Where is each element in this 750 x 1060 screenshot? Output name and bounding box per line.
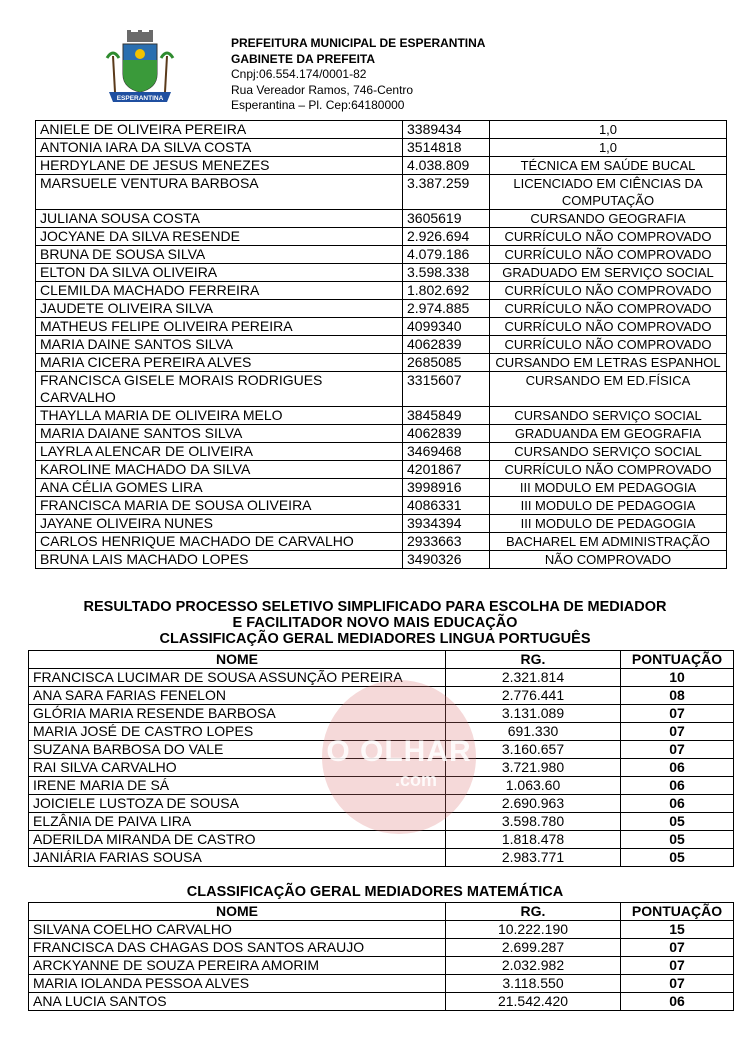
candidate-note: CURSANDO EM LETRAS ESPANHOL — [490, 354, 727, 372]
candidate-score: 15 — [621, 921, 734, 939]
candidate-rg: 3315607 — [403, 372, 490, 407]
table-row — [36, 139, 727, 157]
candidate-name: JAYANE OLIVEIRA NUNES — [36, 515, 403, 533]
candidate-note: CURRÍCULO NÃO COMPROVADO — [490, 228, 727, 246]
candidate-note: TÉCNICA EM SAÚDE BUCAL — [490, 157, 727, 175]
candidate-rg: 691.330 — [446, 723, 621, 741]
candidate-name: SILVANA COELHO CARVALHO — [29, 921, 446, 939]
prefecture-name: PREFEITURA MUNICIPAL DE ESPERANTINA — [231, 36, 486, 50]
candidate-rg: 3845849 — [403, 407, 490, 425]
candidate-name: ARCKYANNE DE SOUZA PEREIRA AMORIM — [29, 957, 446, 975]
candidate-rg: 3.118.550 — [446, 975, 621, 993]
candidate-note: LICENCIADO EM CIÊNCIAS DA COMPUTAÇÃO — [490, 175, 727, 210]
candidate-note: CURRÍCULO NÃO COMPROVADO — [490, 461, 727, 479]
watermark-domain: .com — [395, 770, 438, 790]
candidate-rg: 3998916 — [403, 479, 490, 497]
candidate-name: FRANCISCA DAS CHAGAS DOS SANTOS ARAUJO — [29, 939, 446, 957]
candidate-name: ANTONIA IARA DA SILVA COSTA — [36, 139, 403, 157]
candidate-score: 05 — [621, 831, 734, 849]
candidate-rg: 2.699.287 — [446, 939, 621, 957]
candidate-rg: 3514818 — [403, 139, 490, 157]
candidate-name: JOCYANE DA SILVA RESENDE — [36, 228, 403, 246]
table-row — [36, 479, 727, 497]
table-row — [36, 461, 727, 479]
table-row — [29, 849, 734, 867]
candidate-name: JAUDETE OLIVEIRA SILVA — [36, 300, 403, 318]
name-header: NOME — [29, 651, 446, 669]
watermark-text: O OLHAR — [326, 735, 472, 768]
table-row — [36, 264, 727, 282]
table-row — [29, 939, 734, 957]
rg-header: RG. — [446, 903, 621, 921]
table-row — [29, 957, 734, 975]
candidate-rg: 3.721.980 — [446, 759, 621, 777]
table-row — [36, 515, 727, 533]
candidate-rg: 3389434 — [403, 121, 490, 139]
candidate-rg: 2.776.441 — [446, 687, 621, 705]
candidate-rg: 3469468 — [403, 443, 490, 461]
candidate-rg: 3.598.338 — [403, 264, 490, 282]
portuguese-ranking-title: CLASSIFICAÇÃO GERAL MEDIADORES LINGUA PORTUGUÊS — [159, 631, 591, 647]
candidate-note: CURSANDO SERVIÇO SOCIAL — [490, 407, 727, 425]
candidate-rg: 1.802.692 — [403, 282, 490, 300]
candidate-score: 05 — [621, 849, 734, 867]
table-row — [36, 246, 727, 264]
table-row — [36, 336, 727, 354]
candidate-name: MARSUELE VENTURA BARBOSA — [36, 175, 403, 210]
table-row — [29, 993, 734, 1011]
candidate-name: MARIA DAINE SANTOS SILVA — [36, 336, 403, 354]
candidate-name: FRANCISCA GISELE MORAIS RODRIGUES CARVALHO — [36, 372, 403, 407]
candidate-rg: 4086331 — [403, 497, 490, 515]
name-header: NOME — [29, 903, 446, 921]
table-row — [36, 318, 727, 336]
candidate-rg: 2.321.814 — [446, 669, 621, 687]
candidate-name: ANA CÉLIA GOMES LIRA — [36, 479, 403, 497]
table-row — [36, 551, 727, 569]
candidate-name: FRANCISCA MARIA DE SOUSA OLIVEIRA — [36, 497, 403, 515]
candidate-rg: 3.160.657 — [446, 741, 621, 759]
candidate-name: MARIA IOLANDA PESSOA ALVES — [29, 975, 446, 993]
candidate-rg: 4.038.809 — [403, 157, 490, 175]
math-ranking-table — [28, 902, 734, 1011]
candidate-rg: 2685085 — [403, 354, 490, 372]
candidate-rg: 4062839 — [403, 336, 490, 354]
svg-text:ESPERANTINA: ESPERANTINA — [116, 95, 164, 102]
candidate-rg: 2.983.771 — [446, 849, 621, 867]
candidate-name: FRANCISCA LUCIMAR DE SOUSA ASSUNÇÃO PEREIRA — [29, 669, 446, 687]
candidate-name: ELZÂNIA DE PAIVA LIRA — [29, 813, 446, 831]
candidate-name: CARLOS HENRIQUE MACHADO DE CARVALHO — [36, 533, 403, 551]
candidate-rg: 3490326 — [403, 551, 490, 569]
table-row — [36, 282, 727, 300]
candidate-note: CURSANDO SERVIÇO SOCIAL — [490, 443, 727, 461]
candidate-note: NÃO COMPROVADO — [490, 551, 727, 569]
candidate-note: CURRÍCULO NÃO COMPROVADO — [490, 282, 727, 300]
table-row — [29, 921, 734, 939]
table-row — [36, 210, 727, 228]
candidate-name: JANIÁRIA FARIAS SOUSA — [29, 849, 446, 867]
candidate-rg: 2.032.982 — [446, 957, 621, 975]
candidate-rg: 4099340 — [403, 318, 490, 336]
candidate-name: LAYRLA ALENCAR DE OLIVEIRA — [36, 443, 403, 461]
rg-header: RG. — [446, 651, 621, 669]
table-row — [36, 443, 727, 461]
candidate-note: GRADUADO EM SERVIÇO SOCIAL — [490, 264, 727, 282]
candidate-score: 08 — [621, 687, 734, 705]
candidate-rg: 1.818.478 — [446, 831, 621, 849]
candidate-note: III MODULO DE PEDAGOGIA — [490, 515, 727, 533]
candidate-score: 06 — [621, 795, 734, 813]
score-header: PONTUAÇÃO — [621, 651, 734, 669]
table-row — [29, 831, 734, 849]
candidate-name: JOICIELE LUSTOZA DE SOUSA — [29, 795, 446, 813]
candidate-name: MARIA JOSÉ DE CASTRO LOPES — [29, 723, 446, 741]
table-row — [36, 354, 727, 372]
candidate-score: 07 — [621, 705, 734, 723]
candidate-name: THAYLLA MARIA DE OLIVEIRA MELO — [36, 407, 403, 425]
candidate-rg: 10.222.190 — [446, 921, 621, 939]
candidate-name: RAI SILVA CARVALHO — [29, 759, 446, 777]
math-ranking-body — [29, 921, 734, 1011]
result-subtitle: E FACILITADOR NOVO MAIS EDUCAÇÃO — [232, 615, 518, 631]
math-ranking-title: CLASSIFICAÇÃO GERAL MEDIADORES MATEMÁTICA — [186, 884, 564, 900]
table-row — [36, 228, 727, 246]
candidate-name: MATHEUS FELIPE OLIVEIRA PEREIRA — [36, 318, 403, 336]
table-row — [36, 407, 727, 425]
candidate-rg: 2.926.694 — [403, 228, 490, 246]
table-row — [36, 121, 727, 139]
candidate-note: GRADUANDA EM GEOGRAFIA — [490, 425, 727, 443]
candidates-table — [35, 120, 727, 569]
candidate-score: 07 — [621, 975, 734, 993]
candidate-rg: 2.974.885 — [403, 300, 490, 318]
candidate-score: 05 — [621, 813, 734, 831]
candidate-score: 07 — [621, 939, 734, 957]
candidate-name: MARIA DAIANE SANTOS SILVA — [36, 425, 403, 443]
letterhead — [0, 0, 750, 118]
letterhead-text — [231, 36, 485, 114]
candidate-name: BRUNA DE SOUSA SILVA — [36, 246, 403, 264]
candidate-score: 07 — [621, 741, 734, 759]
candidate-rg: 21.542.420 — [446, 993, 621, 1011]
candidate-name: HERDYLANE DE JESUS MENEZES — [36, 157, 403, 175]
candidate-note: CURRÍCULO NÃO COMPROVADO — [490, 300, 727, 318]
candidate-name: ANA SARA FARIAS FENELON — [29, 687, 446, 705]
candidate-rg: 1.063.60 — [446, 777, 621, 795]
candidate-rg: 3605619 — [403, 210, 490, 228]
candidate-name: KAROLINE MACHADO DA SILVA — [36, 461, 403, 479]
table-row — [36, 425, 727, 443]
candidate-note: III MODULO EM PEDAGOGIA — [490, 479, 727, 497]
candidate-name: SUZANA BARBOSA DO VALE — [29, 741, 446, 759]
candidate-note: CURRÍCULO NÃO COMPROVADO — [490, 336, 727, 354]
candidates-table-body — [36, 121, 727, 569]
candidate-rg: 3.598.780 — [446, 813, 621, 831]
candidate-rg: 3.131.089 — [446, 705, 621, 723]
table-header-row — [29, 651, 734, 669]
candidate-note: III MODULO DE PEDAGOGIA — [490, 497, 727, 515]
candidate-name: MARIA CICERA PEREIRA ALVES — [36, 354, 403, 372]
candidate-name: GLÓRIA MARIA RESENDE BARBOSA — [29, 705, 446, 723]
candidate-note: CURRÍCULO NÃO COMPROVADO — [490, 246, 727, 264]
candidate-rg: 2933663 — [403, 533, 490, 551]
table-row — [36, 372, 727, 407]
candidate-rg: 4062839 — [403, 425, 490, 443]
candidate-score: 10 — [621, 669, 734, 687]
table-row — [36, 533, 727, 551]
city-cep: Esperantina – Pl. Cep:64180000 — [231, 98, 405, 112]
candidate-score: 06 — [621, 777, 734, 795]
table-row — [29, 975, 734, 993]
candidate-name: BRUNA LAIS MACHADO LOPES — [36, 551, 403, 569]
candidate-note: CURSANDO EM ED.FÍSICA — [490, 372, 727, 407]
candidate-score: 06 — [621, 993, 734, 1011]
candidate-note: 1,0 — [490, 121, 727, 139]
candidate-name: ANIELE DE OLIVEIRA PEREIRA — [36, 121, 403, 139]
candidate-rg: 3.387.259 — [403, 175, 490, 210]
candidate-name: ANA LUCIA SANTOS — [29, 993, 446, 1011]
candidate-note: BACHAREL EM ADMINISTRAÇÃO — [490, 533, 727, 551]
address: Rua Vereador Ramos, 746-Centro — [231, 82, 414, 97]
office-name: GABINETE DA PREFEITA — [231, 51, 376, 66]
score-header: PONTUAÇÃO — [621, 903, 734, 921]
table-row — [36, 497, 727, 515]
candidate-score: 07 — [621, 723, 734, 741]
candidate-note: CURRÍCULO NÃO COMPROVADO — [490, 318, 727, 336]
candidate-name: ADERILDA MIRANDA DE CASTRO — [29, 831, 446, 849]
candidate-name: IRENE MARIA DE SÁ — [29, 777, 446, 795]
candidate-rg: 4.079.186 — [403, 246, 490, 264]
candidate-name: ELTON DA SILVA OLIVEIRA — [36, 264, 403, 282]
candidate-name: JULIANA SOUSA COSTA — [36, 210, 403, 228]
result-title: RESULTADO PROCESSO SELETIVO SIMPLIFICADO PARA ESCOLHA DE MEDIADOR — [83, 599, 667, 615]
candidate-rg: 2.690.963 — [446, 795, 621, 813]
candidate-note: 1,0 — [490, 139, 727, 157]
table-header-row — [29, 903, 734, 921]
table-row — [36, 300, 727, 318]
candidate-rg: 3934394 — [403, 515, 490, 533]
candidate-score: 07 — [621, 957, 734, 975]
candidate-score: 06 — [621, 759, 734, 777]
candidate-rg: 4201867 — [403, 461, 490, 479]
candidate-name: CLEMILDA MACHADO FERREIRA — [36, 282, 403, 300]
municipal-coat-of-arms-icon — [105, 30, 175, 108]
candidate-note: CURSANDO GEOGRAFIA — [490, 210, 727, 228]
table-row — [36, 157, 727, 175]
cnpj: Cnpj:06.554.174/0001-82 — [231, 67, 367, 81]
table-row — [36, 175, 727, 210]
